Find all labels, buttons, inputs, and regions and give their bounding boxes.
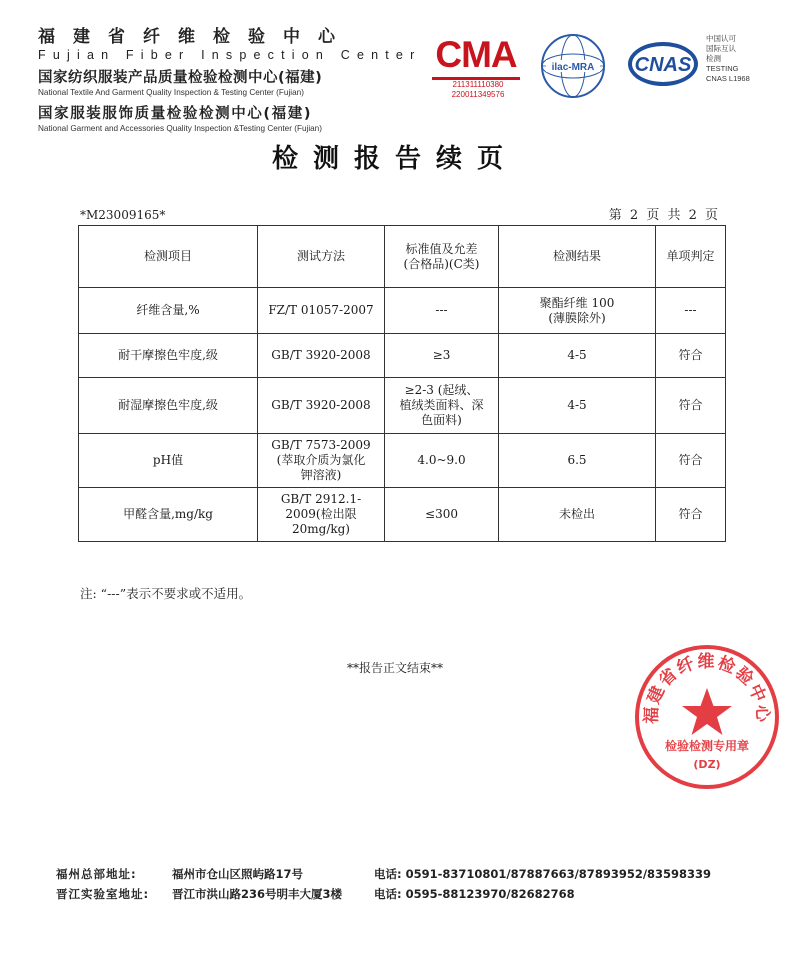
cell-line: ---	[435, 303, 448, 317]
cell-line: GB/T 3920-2008	[271, 348, 371, 362]
ilac-text: ilac-MRA	[551, 62, 595, 73]
org-name-cn: 福建省纤维检验中心	[38, 27, 353, 47]
cell-standard	[385, 288, 499, 334]
center2-name-cn: 国家服装服饰质量检验检测中心(福建)	[38, 106, 313, 122]
cell-method	[258, 434, 385, 488]
cell-method	[258, 288, 385, 334]
hq-phone: 电话: 0591-83710801/87887663/87893952/83598339	[374, 867, 712, 881]
accreditation-logos	[402, 18, 762, 118]
cell-standard	[385, 378, 499, 434]
header-standard	[385, 226, 499, 288]
cell-item: pH值	[79, 434, 258, 488]
center2-name-en: National Garment and Accessories Quality Inspection &Testing Center (Fujian)	[38, 124, 322, 133]
cell-result	[499, 434, 656, 488]
page-title: 检测报告续页	[271, 144, 518, 174]
cell-standard	[385, 488, 499, 542]
cnas-mark: CNAS	[634, 54, 692, 76]
cell-standard	[385, 434, 499, 488]
cell-line: 2009(检出限	[285, 507, 357, 521]
cell-line: 植绒类面料、深	[399, 398, 484, 412]
cell-line: 4-5	[567, 348, 587, 362]
header-standard-line-1: 标准值及允差	[405, 241, 478, 256]
cma-mark: CMA	[432, 33, 520, 80]
seal-inner-text: 检验检测专用章	[664, 739, 750, 753]
center-name-cn: 国家纺织服装产品质量检验检测中心(福建)	[38, 70, 323, 86]
cell-item: 甲醛含量,mg/kg	[79, 488, 258, 542]
cma-number-1: 211311110380	[452, 80, 504, 89]
cell-line: 钾溶液)	[300, 468, 342, 482]
page-indicator: 第 2 页 共 2 页	[608, 208, 720, 223]
cnas-caption	[706, 34, 750, 84]
cnas-mark-graphic	[626, 40, 700, 88]
footnote: 注: “---”表示不要求或不适用。	[80, 586, 252, 601]
cnas-line-4: TESTING	[706, 64, 739, 73]
cell-line: ≥2-3 (起绒、	[404, 383, 479, 397]
footer-lab-row	[56, 886, 756, 906]
header-standard-line-2: (合格品)(C类)	[403, 256, 480, 271]
seal-arc-text: 福建省纤维检验中心	[641, 651, 773, 725]
cell-line: GB/T 7573-2009	[271, 438, 371, 452]
cell-verdict: 符合	[656, 434, 726, 488]
seal-star-icon	[682, 688, 732, 735]
table-row	[79, 378, 726, 434]
cell-line: 聚酯纤维 100	[539, 295, 615, 310]
hq-address-label: 福州总部地址:	[56, 867, 137, 881]
cell-line: 6.5	[567, 453, 587, 467]
cma-logo	[432, 33, 524, 100]
end-of-report-mark: **报告正文结束**	[346, 661, 443, 675]
table-row	[79, 488, 726, 542]
cell-item: 耐湿摩擦色牢度,级	[79, 378, 258, 434]
cnas-logo	[626, 32, 766, 102]
lab-phone: 电话: 0595-88123970/82682768	[374, 887, 575, 901]
cell-method	[258, 378, 385, 434]
cell-verdict: ---	[656, 288, 726, 334]
cell-line: 未检出	[558, 507, 595, 521]
cell-line: 4.0~9.0	[417, 453, 466, 467]
lab-address: 晋江市洪山路236号明丰大厦3楼	[172, 887, 343, 901]
hq-address: 福州市仓山区照屿路17号	[172, 867, 304, 881]
seal-code: (DZ)	[693, 758, 721, 771]
cell-result	[499, 378, 656, 434]
table-row	[79, 434, 726, 488]
footer	[56, 866, 756, 906]
report-number: *M23009165*	[80, 208, 166, 222]
cell-verdict: 符合	[656, 334, 726, 378]
lab-address-label: 晋江实验室地址:	[56, 887, 150, 901]
table-row	[79, 288, 726, 334]
org-name-en: Fujian Fiber Inspection Center	[38, 48, 422, 62]
header-item: 检测项目	[79, 226, 258, 288]
cell-line: FZ/T 01057-2007	[268, 303, 374, 317]
header-method: 测试方法	[258, 226, 385, 288]
cell-result	[499, 334, 656, 378]
footer-hq-row	[56, 866, 756, 886]
official-seal	[632, 642, 782, 792]
header-result: 检测结果	[499, 226, 656, 288]
table-header-row	[79, 226, 726, 288]
ilac-mra-logo	[540, 33, 606, 99]
cell-verdict: 符合	[656, 488, 726, 542]
cell-line: 4-5	[567, 398, 587, 412]
header-verdict: 单项判定	[656, 226, 726, 288]
cnas-line-2: 国际互认	[706, 44, 736, 53]
cnas-line-1: 中国认可	[706, 34, 736, 43]
cma-number-2: 220011349576	[451, 90, 505, 99]
cnas-line-3: 检测	[706, 54, 721, 63]
cell-line: GB/T 2912.1-	[280, 492, 362, 506]
table-row	[79, 334, 726, 378]
cell-item: 耐干摩擦色牢度,级	[79, 334, 258, 378]
cell-standard	[385, 334, 499, 378]
cell-item: 纤维含量,%	[79, 288, 258, 334]
cell-verdict: 符合	[656, 378, 726, 434]
cell-line: 20mg/kg)	[291, 522, 350, 536]
cell-line: ≤300	[425, 507, 458, 521]
results-table	[78, 225, 726, 542]
cell-line: (薄膜除外)	[548, 310, 606, 325]
cell-method	[258, 334, 385, 378]
cell-line: ≥3	[432, 348, 451, 362]
cell-line: (萃取介质为氯化	[276, 453, 366, 467]
cell-line: GB/T 3920-2008	[271, 398, 371, 412]
cell-line: 色面料)	[421, 413, 462, 427]
cell-result	[499, 488, 656, 542]
center-name-en: National Textile And Garment Quality Inspection & Testing Center (Fujian)	[38, 88, 304, 97]
cell-result	[499, 288, 656, 334]
cell-method	[258, 488, 385, 542]
cnas-line-5: CNAS L1968	[706, 74, 750, 83]
